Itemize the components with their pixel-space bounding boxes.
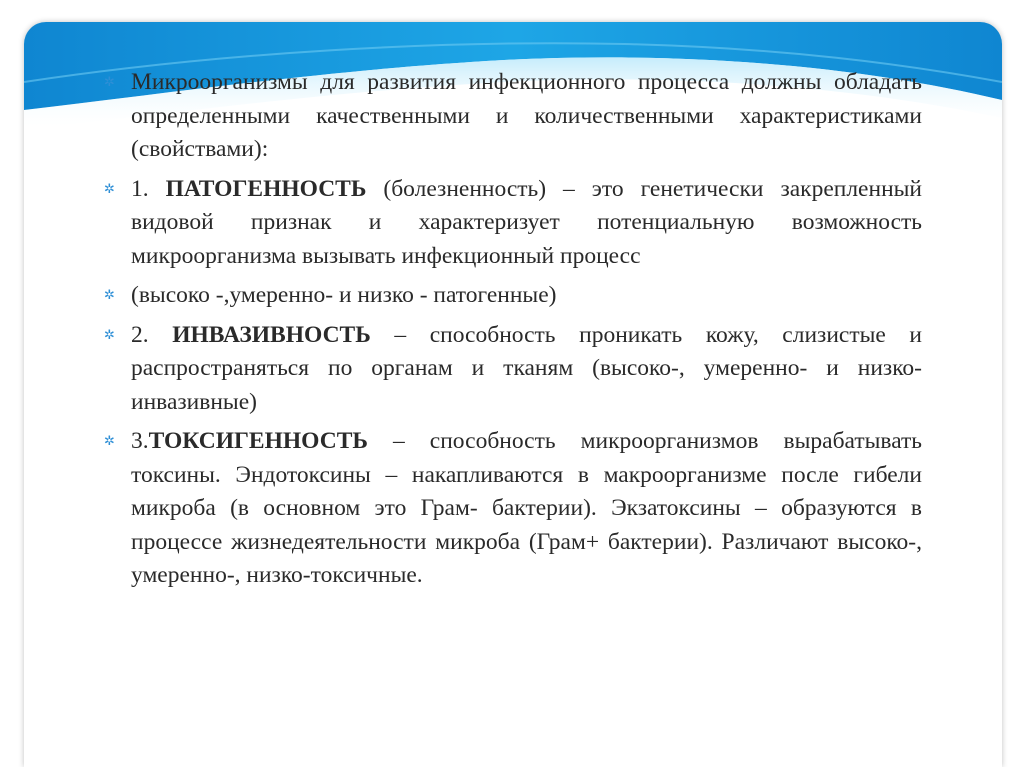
bullet-text: Микроорганизмы для развития инфекционного процесса должны обладать определенными качественными и количественными характеристиками (свойствами):: [131, 69, 922, 162]
bullet-item: [104, 425, 922, 593]
bullet-list: [104, 66, 922, 599]
bullet-item: [104, 319, 922, 420]
asterisk-bullet-icon: ✲: [104, 75, 115, 90]
bullet-text: (высоко -,умеренно- и низко - патогенные): [131, 282, 557, 308]
asterisk-bullet-icon: ✲: [104, 434, 115, 449]
bullet-term: ТОКСИГЕННОСТЬ: [148, 428, 368, 454]
bullet-text: – способность микроорганизмов вырабатывать токсины. Эндотоксины – накапливаются в макроорганизме после гибели микроба (в основном это Грам- бактерии). Экзатоксины – образуются в процессе жизнедеятельности микроба (Грам+ бактерии). Различают высоко-, умеренно-, низко-токсичные.: [131, 428, 922, 588]
bullet-prefix: 2.: [131, 321, 173, 348]
bullet-item: [104, 173, 922, 274]
bullet-term: ИНВАЗИВНОСТЬ: [172, 321, 371, 348]
bullet-item: [104, 279, 922, 313]
bullet-term: ПАТОГЕННОСТЬ: [165, 175, 367, 202]
bullet-text: – способность проникать кожу, слизистые и распространяться по органам и тканям (высоко-, умеренно- и низко-инвазивные): [131, 321, 922, 415]
asterisk-bullet-icon: ✲: [104, 288, 115, 303]
bullet-prefix: 1.: [131, 175, 166, 202]
bullet-text: (болезненность) – это генетически закрепленный видовой признак и характеризует потенциальную возможность микроорганизма вызывать инфекционный процесс: [131, 175, 923, 269]
bullet-prefix: 3.: [131, 428, 149, 454]
asterisk-bullet-icon: ✲: [104, 181, 115, 197]
asterisk-bullet-icon: ✲: [104, 327, 115, 343]
slide: [24, 22, 1002, 767]
bullet-item: [104, 66, 922, 167]
